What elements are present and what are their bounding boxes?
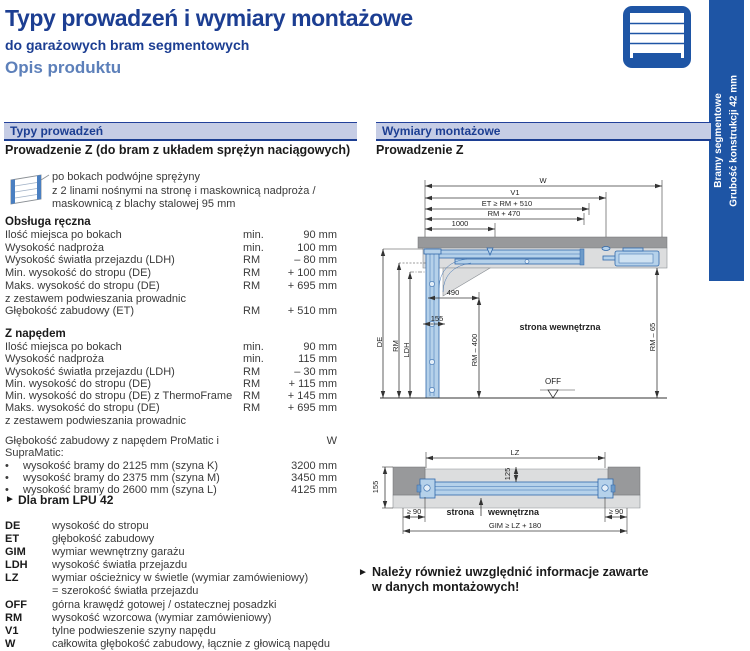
legend-row [5,599,350,612]
legend-definition [52,559,350,572]
legend-definition [52,572,350,598]
rail-suspension [602,247,610,251]
row-label: Maks. wysokość do stropu (DE) [5,279,160,292]
row-label: Ilość miejsca po bokach [5,341,122,353]
intro-line: po bokach podwójne sprężyny [52,171,200,183]
row-qualifier: RM [243,254,261,267]
depth-item-value: 3200 mm [291,459,337,472]
depth-header-row [5,435,337,460]
svg-text:RM + 470: RM + 470 [487,209,521,218]
svg-text:155: 155 [430,314,444,323]
side-view-technical-drawing [375,172,675,417]
row-value [279,415,337,427]
depth-item-label: wysokość bramy do 2375 mm (szyna M) [23,471,220,484]
row-qualifier: RM [243,305,261,318]
table-row [5,390,337,402]
row-qualifier: RM [243,365,261,378]
row-label: Ilość miejsca po bokach [5,229,122,241]
svg-text:wewnętrzna: wewnętrzna [488,507,540,517]
edge-tab [709,0,744,281]
row-label: Min. wysokość do stropu (DE) [5,267,152,280]
legend [5,520,350,651]
svg-text:strona: strona [446,507,474,517]
sectional-door-icon [622,5,694,71]
legend-def-line2: = szerokość światła przejazdu [52,585,199,598]
row-value: – 80 mm [294,254,337,267]
roller [429,387,434,392]
svg-text:strona wewnętrzna: strona wewnętrzna [519,322,601,332]
note-text [372,565,648,595]
bullet: • [5,459,9,472]
table-row [5,229,337,242]
row-value: + 510 mm [287,305,337,318]
depth-item [5,472,337,484]
legend-term: RM [5,611,23,624]
table-row [5,366,337,378]
table-row [5,293,337,306]
row-label: Wysokość światła przejazdu (LDH) [5,365,175,378]
legend-row [5,546,350,559]
row-qualifier [243,415,279,427]
svg-text:RM: RM [391,340,400,352]
legend-row [5,559,350,572]
door-panel-sketch-icon [8,172,50,208]
legend-def-line1: wysokość światła przejazdu [52,559,188,572]
legend-def-line1: wymiar ościeżnicy w świetle (wymiar zamówieniowy) [52,572,309,585]
svg-text:LDH: LDH [402,342,411,358]
svg-text:RM – 65: RM – 65 [648,322,657,352]
right-section-bar: Wymiary montażowe [376,122,711,141]
row-value: 115 mm [298,353,337,366]
row-qualifier: RM [243,267,261,280]
legend-row [5,520,350,533]
svg-text:125: 125 [503,467,512,481]
row-label: z zestawem podwieszania prowadnic [5,292,186,305]
depth-item-value: 3450 mm [291,471,337,484]
row-qualifier: min. [243,353,264,366]
intro-text [52,171,352,212]
legend-def-line1: tylne podwieszenie szyny napędu [52,624,216,637]
svg-text:155: 155 [371,480,380,494]
note-line: Należy również uwzględnić informacje zawarte [372,565,649,579]
legend-definition [52,638,350,651]
legend-term: GIM [5,546,26,559]
arrow-marker-icon: ► [358,567,368,578]
manual-table [5,229,337,318]
ceiling-slab [418,237,667,248]
legend-row [5,572,350,598]
row-value: 90 mm [303,341,337,353]
table-row [5,353,337,365]
table-row [5,254,337,267]
depth-item-label: wysokość bramy do 2600 mm (szyna L) [23,484,217,497]
table-row [5,378,337,390]
row-qualifier: RM [243,377,261,390]
manual-title: Obsługa ręczna [5,216,91,228]
legend-row [5,533,350,546]
roller [429,281,434,286]
row-qualifier: RM [243,402,261,415]
legend-term: V1 [5,624,19,637]
row-value [279,293,337,306]
row-label: z zestawem podwieszania prowadnic [5,414,186,427]
row-value: 90 mm [303,229,337,241]
legend-row [5,638,350,651]
row-value: – 30 mm [294,365,337,378]
legend-term: ET [5,533,20,546]
row-value: + 695 mm [287,402,337,415]
bullet: • [5,471,9,484]
roller [429,359,434,364]
svg-text:V1: V1 [510,188,520,197]
row-value: + 145 mm [287,390,337,403]
legend-definition [52,612,350,625]
page-title: Typy prowadzeń i wymiary montażowe [5,5,413,31]
depth-item-label: wysokość bramy do 2125 mm (szyna K) [23,459,219,472]
lpu-label: Dla bram LPU 42 [18,493,114,507]
legend-def-line1: wymiar wewnętrzny garażu [52,546,185,559]
row-qualifier [243,293,279,306]
legend-def-line1: wysokość do stropu [52,520,149,532]
legend-term: W [5,637,16,650]
installation-note [358,565,698,595]
row-label: Min. wysokość do stropu (DE) z ThermoFrame [5,390,233,403]
drive-title: Z napędem [5,328,66,340]
note-line: w danych montażowych! [372,580,520,594]
row-label: Wysokość nadproża [5,241,104,254]
legend-definition [52,599,350,612]
svg-text:≥ 90: ≥ 90 [608,507,624,516]
lpu-note [5,493,113,507]
floor-level-symbol [548,390,558,398]
legend-definition [52,625,350,638]
row-label: Min. wysokość do stropu (DE) [5,377,152,390]
row-qualifier: min. [243,341,264,353]
row-qualifier: RM [243,279,261,292]
row-value: 100 mm [297,241,337,254]
svg-text:≥ 90: ≥ 90 [406,507,422,516]
depth-items [5,460,337,497]
table-row [5,267,337,280]
drive-table [5,341,337,427]
spacer [14,460,23,472]
edge-tab-text: Bramy segmentowe Grubość konstrukcji 42 mm [713,74,740,207]
row-value: + 695 mm [287,279,337,292]
row-label: Wysokość światła przejazdu (LDH) [5,254,175,267]
legend-row [5,612,350,625]
svg-text:1000: 1000 [451,219,469,228]
legend-def-line1: całkowita głębokość zabudowy, łącznie z głowicą napędu [52,637,331,650]
right-subheader: Prowadzenie Z [376,143,464,157]
row-qualifier: min. [243,229,264,241]
row-label: Wysokość nadproża [5,353,104,366]
row-label: Głębokość zabudowy (ET) [5,305,134,318]
table-row [5,341,337,353]
row-value: + 115 mm [288,377,337,390]
left-subheader: Prowadzenie Z (do bram z układem sprężyn naciągowych) [5,143,351,157]
legend-row [5,625,350,638]
row-qualifier: RM [243,390,261,403]
arrow-marker-icon: ► [5,494,15,505]
left-section-bar: Typy prowadzeń [4,122,357,141]
spacer [14,472,23,484]
row-qualifier: min. [243,241,264,254]
svg-text:GIM ≥ LZ + 180: GIM ≥ LZ + 180 [488,521,542,530]
intro-line: z 2 linami nośnymi na stronę i maskownicą nadproża / [52,184,316,197]
svg-text:LZ: LZ [510,448,520,457]
legend-term: LZ [5,572,19,585]
plan-view-technical-drawing [358,440,650,540]
svg-text:ET ≥ RM + 510: ET ≥ RM + 510 [481,199,533,208]
svg-text:490: 490 [446,288,460,297]
operator-rail [455,259,583,264]
depth-col-header: W [326,435,337,447]
legend-term: OFF [5,598,27,611]
row-value: + 100 mm [287,267,337,280]
depth-block [5,435,337,496]
legend-def-line1: górna krawędź gotowej / ostatecznej posadzki [52,598,277,611]
legend-definition [52,546,350,559]
row-label: Maks. wysokość do stropu (DE) [5,402,160,415]
depth-item [5,460,337,472]
legend-term: LDH [5,559,28,572]
intro-line: maskownicą z blachy stalowej 95 mm [52,198,236,210]
section-heading: Opis produktu [5,58,122,77]
table-row [5,242,337,255]
depth-item-value: 4125 mm [291,484,337,497]
legend-def-line1: wysokość wzorcowa (wymiar zamówieniowy) [52,611,272,624]
table-row [5,305,337,318]
page-subtitle: do garażowych bram segmentowych [5,37,250,53]
svg-text:OFF: OFF [545,377,561,386]
depth-intro: Głębokość zabudowy z napędem ProMatic i SupraMatic: [5,435,219,460]
svg-text:RM – 400: RM – 400 [470,333,479,367]
table-row [5,280,337,293]
table-row [5,415,337,427]
legend-definition [52,533,350,546]
door-panel-plan [434,482,599,495]
svg-text:W: W [539,176,547,185]
table-row [5,402,337,414]
svg-text:DE: DE [375,336,384,348]
legend-term: DE [5,520,21,532]
legend-def-line1: głębokość zabudowy [52,533,155,546]
bullet: • [5,484,9,497]
legend-definition [52,520,350,533]
